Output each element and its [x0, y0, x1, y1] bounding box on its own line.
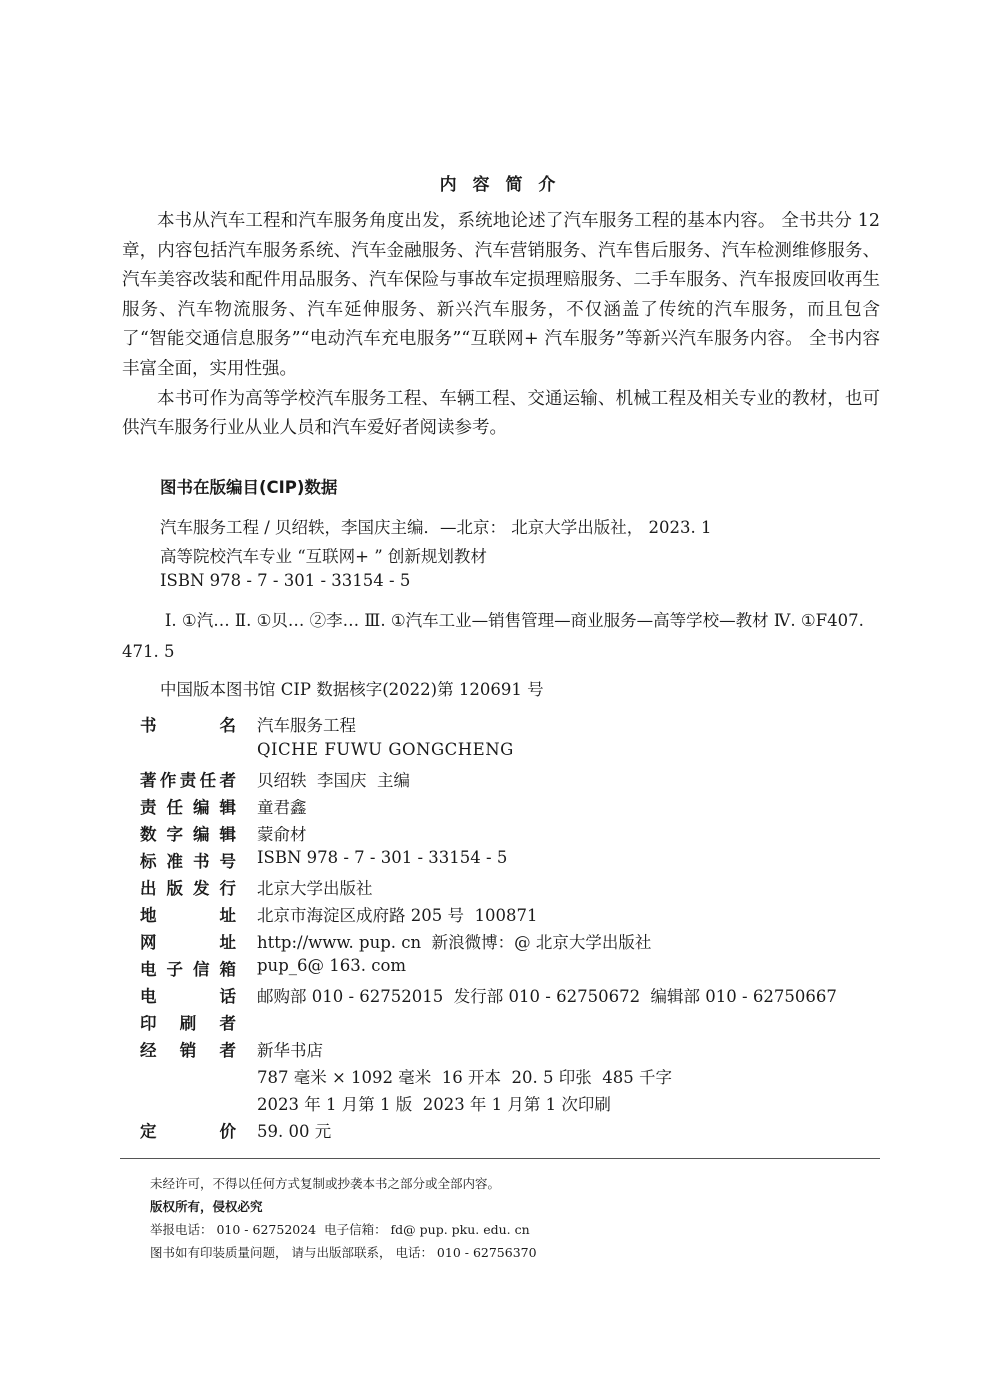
info-row-phone — [140, 983, 900, 1010]
info-value: 北京大学出版社 — [257, 879, 373, 898]
info-row-publisher — [140, 875, 900, 902]
cip-series-line: 高等院校汽车专业 “互联网+ ” 创新规划教材 — [160, 547, 487, 566]
info-value: 童君鑫 — [257, 798, 307, 817]
info-row-pinyin — [140, 740, 900, 767]
info-value: 2023 年 1 月第 1 版 2023 年 1 月第 1 次印刷 — [257, 1095, 611, 1114]
info-row-format — [140, 1064, 900, 1091]
rights-notice: 版权所有，侵权必究 — [150, 1199, 263, 1214]
info-value: pup_6@ 163. com — [257, 956, 407, 975]
info-label: 定价 — [140, 1122, 236, 1141]
cip-record-number: 中国版本图书馆 CIP 数据核字(2022)第 120691 号 — [160, 680, 544, 699]
cip-classification: Ⅰ. ①汽… Ⅱ. ①贝… ②李… Ⅲ. ①汽车工业—销售管理—商业服务—高等学校—教材 Ⅳ. ①F407. 471. 5 — [122, 611, 864, 661]
info-row-digital-editor — [140, 821, 900, 848]
info-label: 出版发行 — [140, 879, 236, 898]
info-row-book-name — [140, 712, 900, 739]
info-label: 印刷者 — [140, 1014, 236, 1033]
copy-notice: 未经许可，不得以任何方式复制或抄袭本书之部分或全部内容。 — [150, 1176, 501, 1191]
info-value: QICHE FUWU GONGCHENG — [257, 740, 514, 759]
info-label: 责任编辑 — [140, 798, 236, 817]
info-value: 北京市海淀区成府路 205 号 100871 — [257, 906, 538, 925]
info-value: 汽车服务工程 — [257, 716, 356, 735]
info-row-isbn — [140, 848, 900, 875]
info-label: 电子信箱 — [140, 960, 236, 979]
info-label: 地址 — [140, 906, 236, 925]
info-row-authors — [140, 767, 900, 794]
info-label: 标准书号 — [140, 852, 236, 871]
info-value: 59. 00 元 — [257, 1122, 332, 1141]
summary-paragraph: 本书可作为高等学校汽车服务工程、车辆工程、交通运输、机械工程及相关专业的教材，也可供汽车服务行业从业人员和汽车爱好者阅读参考。 — [122, 388, 880, 439]
info-value: ISBN 978 - 7 - 301 - 33154 - 5 — [257, 848, 508, 867]
info-label: 网址 — [140, 933, 236, 952]
info-value: 蒙俞材 — [257, 825, 307, 844]
info-row-distributor — [140, 1037, 900, 1064]
info-value: 邮购部 010 - 62752015 发行部 010 - 62750672 编辑部 010 - 62750667 — [257, 987, 837, 1006]
info-row-editor — [140, 794, 900, 821]
cip-title: 图书在版编目(CIP)数据 — [160, 478, 338, 497]
info-row-printer — [140, 1010, 900, 1037]
summary-paragraph: 本书从汽车工程和汽车服务角度出发，系统地论述了汽车服务工程的基本内容。 全书共分 12 章，内容包括汽车服务系统、汽车金融服务、汽车营销服务、汽车售后服务、汽车检测维修服务、汽车美容改装和配件用品服务、汽车保险与事故车定损理赔服务、二手车服务、汽车报废回收再生服务、汽车物流服务、汽车延伸服务、新兴汽车服务，不仅涵盖了传统的汽车服务，而且包含了“智能交通信息服务”“电动汽车充电服务”“互联网+ 汽车服务”等新兴汽车服务内容。 全书内容丰富全面，实用性强。 — [122, 211, 880, 379]
info-value: 贝绍轶 李国庆 主编 — [257, 771, 410, 790]
info-value: 新华书店 — [257, 1041, 323, 1060]
info-row-website — [140, 929, 900, 956]
info-row-price — [140, 1118, 900, 1145]
info-label: 经销者 — [140, 1041, 236, 1060]
info-row-address — [140, 902, 900, 929]
cip-isbn-line: ISBN 978 - 7 - 301 - 33154 - 5 — [160, 571, 411, 590]
cip-catalog-line: 汽车服务工程 / 贝绍轶，李国庆主编．—北京： 北京大学出版社， 2023. 1 — [160, 518, 712, 537]
info-label: 电话 — [140, 987, 236, 1006]
divider — [120, 1158, 880, 1159]
info-value: http://www. pup. cn 新浪微博：@ 北京大学出版社 — [257, 933, 652, 952]
info-row-email — [140, 956, 900, 983]
info-label: 书名 — [140, 716, 236, 735]
quality-contact: 图书如有印装质量问题， 请与出版部联系， 电话： 010 - 62756370 — [150, 1245, 537, 1260]
info-value: 787 毫米 × 1092 毫米 16 开本 20. 5 印张 485 千字 — [257, 1068, 672, 1087]
info-label: 数字编辑 — [140, 825, 236, 844]
report-contact: 举报电话： 010 - 62752024 电子信箱： fd@ pup. pku. edu. cn — [150, 1222, 530, 1237]
info-label: 著作责任者 — [140, 771, 236, 790]
summary-title: 内 容 简 介 — [439, 175, 561, 195]
summary-body — [122, 207, 880, 444]
info-row-edition — [140, 1091, 900, 1118]
